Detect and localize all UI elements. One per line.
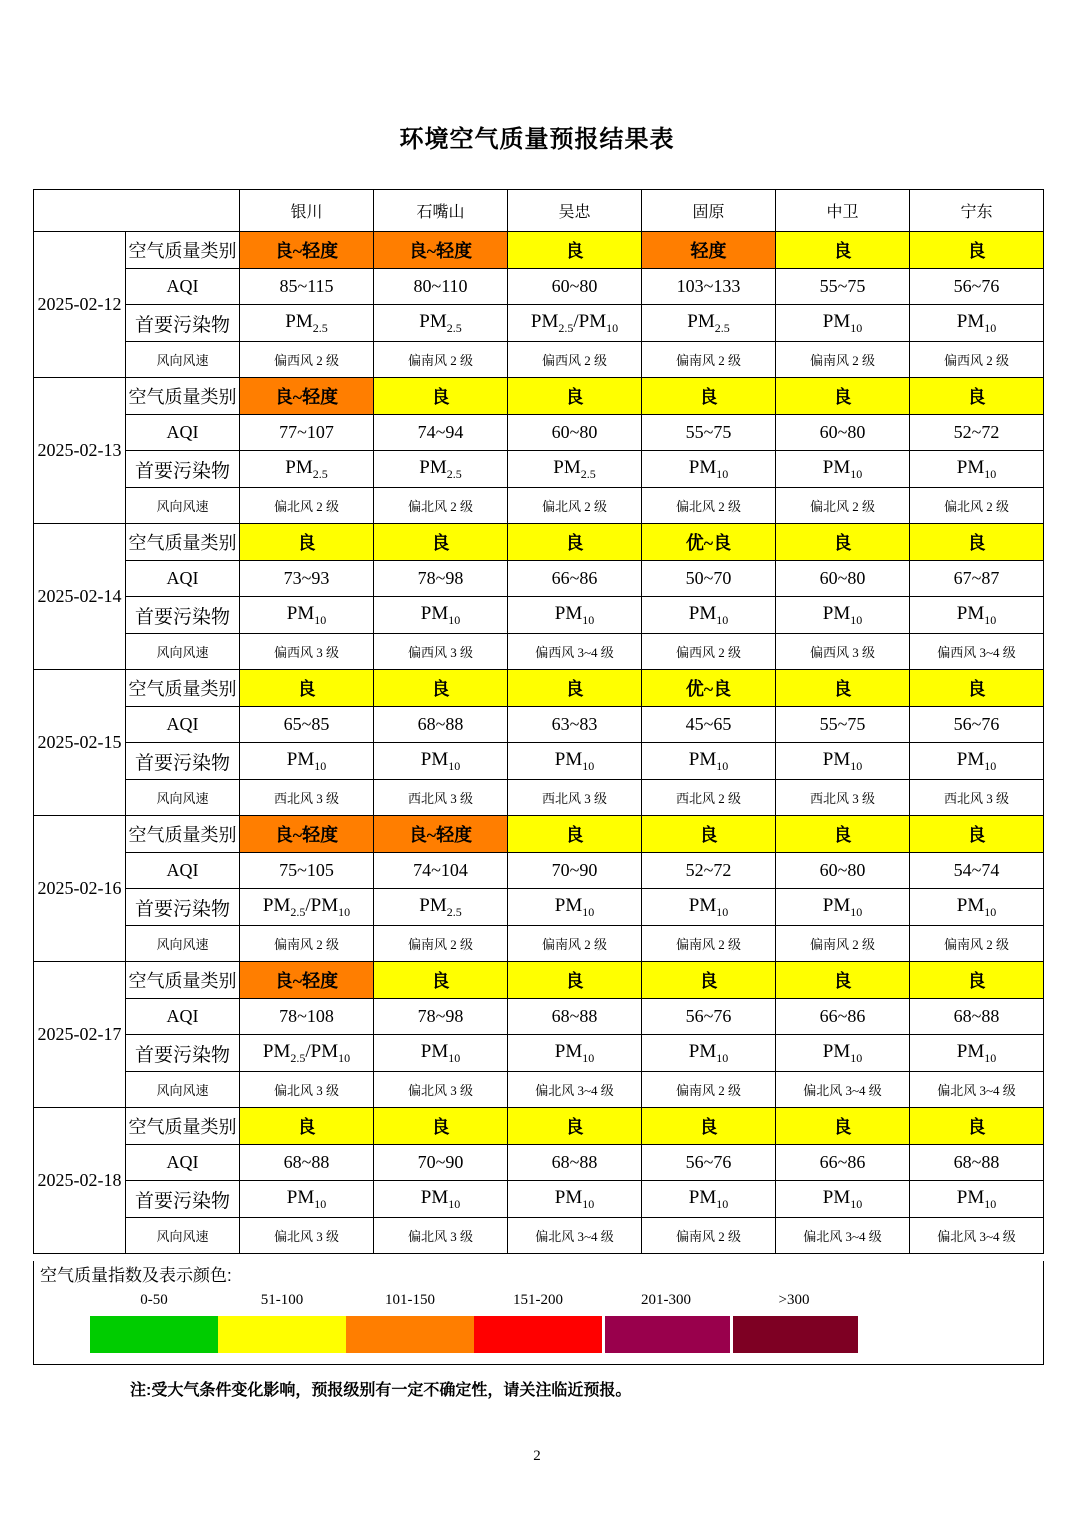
category-cell: 轻度	[642, 232, 776, 269]
wind-cell: 偏西风 3 级	[240, 634, 374, 670]
category-cell: 良	[508, 670, 642, 707]
wind-cell: 西北风 3 级	[374, 780, 508, 816]
legend-swatch	[733, 1316, 858, 1353]
city-header: 吴忠	[508, 190, 642, 232]
table-row	[34, 743, 1044, 780]
aqi-cell: 63~83	[508, 707, 642, 743]
wind-cell: 偏北风 2 级	[776, 488, 910, 524]
table-row	[34, 1145, 1044, 1181]
category-cell: 良	[910, 670, 1044, 707]
category-cell: 良	[776, 232, 910, 269]
pollutant-cell: $PM_{10}$	[374, 1035, 508, 1072]
aqi-cell: 66~86	[776, 1145, 910, 1181]
pollutant-cell: $PM_{10}$	[642, 743, 776, 780]
row-label: 首要污染物	[126, 597, 240, 634]
aqi-cell: 55~75	[776, 269, 910, 305]
city-header: 固原	[642, 190, 776, 232]
aqi-cell: 70~90	[508, 853, 642, 889]
aqi-cell: 54~74	[910, 853, 1044, 889]
legend-range-labels	[90, 1292, 1043, 1309]
row-label: 空气质量类别	[126, 232, 240, 269]
aqi-cell: 60~80	[776, 561, 910, 597]
category-cell: 良	[642, 816, 776, 853]
wind-cell: 西北风 3 级	[508, 780, 642, 816]
pollutant-cell: $PM_{10}$	[508, 1035, 642, 1072]
pollutant-cell: $PM_{10}$	[910, 597, 1044, 634]
date-cell: 2025-02-12	[34, 232, 126, 378]
row-label: 风向风速	[126, 926, 240, 962]
wind-cell: 偏西风 2 级	[508, 342, 642, 378]
category-cell: 良	[508, 1108, 642, 1145]
wind-cell: 偏西风 2 级	[642, 634, 776, 670]
aqi-cell: 55~75	[776, 707, 910, 743]
wind-cell: 偏北风 2 级	[910, 488, 1044, 524]
aqi-cell: 78~98	[374, 561, 508, 597]
category-cell: 良	[910, 232, 1044, 269]
wind-cell: 偏西风 2 级	[910, 342, 1044, 378]
pollutant-cell: $PM_{10}$	[910, 889, 1044, 926]
aqi-cell: 73~93	[240, 561, 374, 597]
wind-cell: 偏北风 3 级	[240, 1218, 374, 1254]
row-label: 首要污染物	[126, 1181, 240, 1218]
table-row	[34, 561, 1044, 597]
aqi-cell: 68~88	[374, 707, 508, 743]
category-cell: 良~轻度	[374, 816, 508, 853]
aqi-cell: 68~88	[910, 999, 1044, 1035]
legend-title: 空气质量指数及表示颜色:	[40, 1266, 232, 1285]
row-label: 风向风速	[126, 634, 240, 670]
category-cell: 良~轻度	[374, 232, 508, 269]
pollutant-cell: $PM_{10}$	[374, 743, 508, 780]
aqi-cell: 68~88	[240, 1145, 374, 1181]
table-row	[34, 524, 1044, 561]
aqi-cell: 78~108	[240, 999, 374, 1035]
header-empty-cell	[34, 190, 240, 232]
table-row	[34, 962, 1044, 999]
table-row	[34, 1181, 1044, 1218]
wind-cell: 偏北风 2 级	[508, 488, 642, 524]
aqi-cell: 52~72	[910, 415, 1044, 451]
aqi-cell: 77~107	[240, 415, 374, 451]
table-row	[34, 1072, 1044, 1108]
table-row	[34, 1035, 1044, 1072]
category-cell: 优~良	[642, 524, 776, 561]
aqi-cell: 80~110	[374, 269, 508, 305]
category-cell: 良	[776, 962, 910, 999]
aqi-cell: 85~115	[240, 269, 374, 305]
category-cell: 良	[642, 962, 776, 999]
aqi-cell: 56~76	[642, 1145, 776, 1181]
page-number: 2	[533, 1448, 541, 1464]
pollutant-cell: $PM_{10}$	[642, 889, 776, 926]
aqi-cell: 60~80	[776, 853, 910, 889]
table-row	[34, 889, 1044, 926]
aqi-cell: 78~98	[374, 999, 508, 1035]
wind-cell: 偏北风 3~4 级	[776, 1218, 910, 1254]
wind-cell: 偏北风 2 级	[240, 488, 374, 524]
category-cell: 良	[374, 1108, 508, 1145]
date-cell: 2025-02-16	[34, 816, 126, 962]
category-cell: 良	[374, 962, 508, 999]
row-label: 空气质量类别	[126, 524, 240, 561]
category-cell: 良	[910, 378, 1044, 415]
pollutant-cell: $PM_{10}$	[240, 743, 374, 780]
pollutant-cell: $PM_{10}$	[240, 597, 374, 634]
pollutant-cell: $PM_{10}$	[776, 889, 910, 926]
forecast-table-body	[34, 232, 1044, 1254]
date-cell: 2025-02-14	[34, 524, 126, 670]
table-row	[34, 707, 1044, 743]
pollutant-cell: $PM_{10}$	[240, 1181, 374, 1218]
legend-range: 201-300	[641, 1292, 691, 1308]
row-label: 风向风速	[126, 1072, 240, 1108]
aqi-cell: 75~105	[240, 853, 374, 889]
aqi-cell: 60~80	[508, 415, 642, 451]
pollutant-cell: $PM_{10}$	[642, 1035, 776, 1072]
pollutant-cell: $PM_{10}$	[508, 1181, 642, 1218]
wind-cell: 偏南风 2 级	[374, 342, 508, 378]
row-label: AQI	[126, 269, 240, 305]
category-cell: 良	[240, 1108, 374, 1145]
wind-cell: 偏南风 2 级	[374, 926, 508, 962]
date-cell: 2025-02-13	[34, 378, 126, 524]
table-row	[34, 269, 1044, 305]
table-row	[34, 415, 1044, 451]
wind-cell: 偏北风 3~4 级	[508, 1218, 642, 1254]
pollutant-cell: $PM_{10}$	[776, 451, 910, 488]
category-cell: 良	[508, 524, 642, 561]
category-cell: 良	[508, 232, 642, 269]
aqi-cell: 66~86	[776, 999, 910, 1035]
aqi-cell: 45~65	[642, 707, 776, 743]
date-cell: 2025-02-15	[34, 670, 126, 816]
category-cell: 良	[374, 670, 508, 707]
pollutant-cell: $PM_{2.5}$	[374, 889, 508, 926]
pollutant-cell: $PM_{10}$	[776, 305, 910, 342]
category-cell: 良	[374, 524, 508, 561]
row-label: 风向风速	[126, 1218, 240, 1254]
category-cell: 良	[642, 378, 776, 415]
category-cell: 良~轻度	[240, 962, 374, 999]
category-cell: 良	[776, 524, 910, 561]
pollutant-cell: $PM_{10}$	[776, 597, 910, 634]
city-header-row	[34, 190, 1044, 232]
wind-cell: 偏南风 2 级	[240, 926, 374, 962]
row-label: 风向风速	[126, 780, 240, 816]
wind-cell: 偏南风 2 级	[776, 926, 910, 962]
category-cell: 良	[240, 670, 374, 707]
wind-cell: 偏南风 2 级	[642, 342, 776, 378]
aqi-cell: 68~88	[508, 999, 642, 1035]
wind-cell: 偏北风 3~4 级	[910, 1218, 1044, 1254]
city-header: 银川	[240, 190, 374, 232]
forecast-table	[33, 189, 1044, 1254]
wind-cell: 偏南风 2 级	[642, 1072, 776, 1108]
table-row	[34, 853, 1044, 889]
aqi-cell: 67~87	[910, 561, 1044, 597]
row-label: 空气质量类别	[126, 962, 240, 999]
row-label: AQI	[126, 999, 240, 1035]
category-cell: 优~良	[642, 670, 776, 707]
pollutant-cell: $PM_{2.5}$	[240, 305, 374, 342]
row-label: 空气质量类别	[126, 816, 240, 853]
city-header: 中卫	[776, 190, 910, 232]
pollutant-cell: $PM_{2.5}$	[374, 305, 508, 342]
city-header: 宁东	[910, 190, 1044, 232]
row-label: 首要污染物	[126, 305, 240, 342]
wind-cell: 西北风 2 级	[642, 780, 776, 816]
pollutant-cell: $PM_{2.5}$	[240, 451, 374, 488]
pollutant-cell: $PM_{2.5}$	[642, 305, 776, 342]
pollutant-cell: $PM_{10}$	[910, 1181, 1044, 1218]
row-label: 空气质量类别	[126, 670, 240, 707]
pollutant-cell: $PM_{10}$	[642, 597, 776, 634]
category-cell: 良	[776, 670, 910, 707]
aqi-cell: 56~76	[642, 999, 776, 1035]
table-row	[34, 597, 1044, 634]
category-cell: 良~轻度	[240, 232, 374, 269]
wind-cell: 西北风 3 级	[910, 780, 1044, 816]
row-label: 空气质量类别	[126, 1108, 240, 1145]
wind-cell: 偏西风 3 级	[374, 634, 508, 670]
aqi-cell: 68~88	[508, 1145, 642, 1181]
category-cell: 良	[508, 816, 642, 853]
pollutant-cell: $PM_{10}$	[910, 1035, 1044, 1072]
category-cell: 良	[240, 524, 374, 561]
page-title: 环境空气质量预报结果表	[399, 127, 675, 153]
aqi-cell: 103~133	[642, 269, 776, 305]
table-row	[34, 232, 1044, 269]
row-label: AQI	[126, 415, 240, 451]
legend-range: 0-50	[140, 1292, 168, 1308]
row-label: 风向风速	[126, 342, 240, 378]
category-cell: 良	[776, 378, 910, 415]
table-row	[34, 1218, 1044, 1254]
pollutant-cell: $PM_{10}$	[642, 1181, 776, 1218]
pollutant-cell: $PM_{10}$	[374, 597, 508, 634]
pollutant-cell: $PM_{10}$	[776, 1035, 910, 1072]
wind-cell: 偏西风 2 级	[240, 342, 374, 378]
row-label: 首要污染物	[126, 1035, 240, 1072]
category-cell: 良	[374, 378, 508, 415]
forecast-note: 注:受大气条件变化影响，预报级别有一定不确定性，请关注临近预报。	[130, 1382, 632, 1399]
wind-cell: 偏北风 3~4 级	[910, 1072, 1044, 1108]
row-label: AQI	[126, 561, 240, 597]
row-label: AQI	[126, 1145, 240, 1181]
aqi-cell: 50~70	[642, 561, 776, 597]
pollutant-cell: $PM_{10}$	[508, 889, 642, 926]
wind-cell: 偏南风 2 级	[776, 342, 910, 378]
pollutant-cell: $PM_{2.5}$	[374, 451, 508, 488]
wind-cell: 偏北风 3 级	[374, 1218, 508, 1254]
table-row	[34, 999, 1044, 1035]
pollutant-cell: $PM_{10}$	[910, 743, 1044, 780]
pollutant-cell: $PM_{2.5}/PM_{10}$	[240, 1035, 374, 1072]
wind-cell: 偏北风 3 级	[374, 1072, 508, 1108]
table-row	[34, 451, 1044, 488]
pollutant-cell: $PM_{10}$	[910, 305, 1044, 342]
table-row	[34, 816, 1044, 853]
aqi-cell: 60~80	[508, 269, 642, 305]
table-row	[34, 305, 1044, 342]
legend-swatch	[346, 1316, 474, 1353]
row-label: 风向风速	[126, 488, 240, 524]
wind-cell: 偏南风 2 级	[642, 926, 776, 962]
table-row	[34, 488, 1044, 524]
legend-range: 151-200	[513, 1292, 563, 1308]
table-row	[34, 670, 1044, 707]
aqi-color-legend	[33, 1261, 1044, 1365]
category-cell: 良~轻度	[240, 378, 374, 415]
pollutant-cell: $PM_{10}$	[776, 743, 910, 780]
pollutant-cell: $PM_{2.5}/PM_{10}$	[240, 889, 374, 926]
table-row	[34, 780, 1044, 816]
wind-cell: 偏北风 2 级	[642, 488, 776, 524]
wind-cell: 偏南风 2 级	[910, 926, 1044, 962]
wind-cell: 偏北风 3~4 级	[508, 1072, 642, 1108]
pollutant-cell: $PM_{10}$	[910, 451, 1044, 488]
table-row	[34, 1108, 1044, 1145]
row-label: 首要污染物	[126, 451, 240, 488]
table-row	[34, 634, 1044, 670]
legend-swatch	[605, 1316, 730, 1353]
pollutant-cell: $PM_{2.5}/PM_{10}$	[508, 305, 642, 342]
legend-range: >300	[778, 1292, 810, 1308]
date-cell: 2025-02-18	[34, 1108, 126, 1254]
wind-cell: 偏北风 3 级	[240, 1072, 374, 1108]
legend-swatch	[218, 1316, 346, 1353]
wind-cell: 西北风 3 级	[776, 780, 910, 816]
aqi-cell: 55~75	[642, 415, 776, 451]
wind-cell: 偏南风 2 级	[508, 926, 642, 962]
wind-cell: 偏北风 3~4 级	[776, 1072, 910, 1108]
aqi-cell: 56~76	[910, 269, 1044, 305]
row-label: AQI	[126, 853, 240, 889]
category-cell: 良	[910, 962, 1044, 999]
pollutant-cell: $PM_{2.5}$	[508, 451, 642, 488]
aqi-cell: 56~76	[910, 707, 1044, 743]
aqi-cell: 65~85	[240, 707, 374, 743]
category-cell: 良	[910, 1108, 1044, 1145]
category-cell: 良	[508, 378, 642, 415]
category-cell: 良	[776, 816, 910, 853]
category-cell: 良	[642, 1108, 776, 1145]
category-cell: 良	[776, 1108, 910, 1145]
aqi-cell: 60~80	[776, 415, 910, 451]
legend-swatch	[474, 1316, 602, 1353]
city-header: 石嘴山	[374, 190, 508, 232]
pollutant-cell: $PM_{10}$	[776, 1181, 910, 1218]
wind-cell: 西北风 3 级	[240, 780, 374, 816]
legend-swatch	[90, 1316, 218, 1353]
category-cell: 良	[910, 524, 1044, 561]
aqi-cell: 68~88	[910, 1145, 1044, 1181]
aqi-cell: 70~90	[374, 1145, 508, 1181]
table-row	[34, 342, 1044, 378]
aqi-cell: 66~86	[508, 561, 642, 597]
wind-cell: 偏北风 2 级	[374, 488, 508, 524]
row-label: 首要污染物	[126, 889, 240, 926]
aqi-cell: 74~104	[374, 853, 508, 889]
legend-range: 101-150	[385, 1292, 435, 1308]
pollutant-cell: $PM_{10}$	[374, 1181, 508, 1218]
pollutant-cell: $PM_{10}$	[508, 743, 642, 780]
category-cell: 良	[910, 816, 1044, 853]
aqi-cell: 74~94	[374, 415, 508, 451]
category-cell: 良	[508, 962, 642, 999]
aqi-cell: 52~72	[642, 853, 776, 889]
date-cell: 2025-02-17	[34, 962, 126, 1108]
category-cell: 良~轻度	[240, 816, 374, 853]
wind-cell: 偏西风 3~4 级	[508, 634, 642, 670]
table-row	[34, 378, 1044, 415]
wind-cell: 偏西风 3~4 级	[910, 634, 1044, 670]
row-label: 空气质量类别	[126, 378, 240, 415]
row-label: 首要污染物	[126, 743, 240, 780]
pollutant-cell: $PM_{10}$	[642, 451, 776, 488]
legend-color-strip	[90, 1316, 1043, 1353]
wind-cell: 偏南风 2 级	[642, 1218, 776, 1254]
pollutant-cell: $PM_{10}$	[508, 597, 642, 634]
legend-range: 51-100	[260, 1292, 304, 1308]
wind-cell: 偏西风 3 级	[776, 634, 910, 670]
table-row	[34, 926, 1044, 962]
row-label: AQI	[126, 707, 240, 743]
